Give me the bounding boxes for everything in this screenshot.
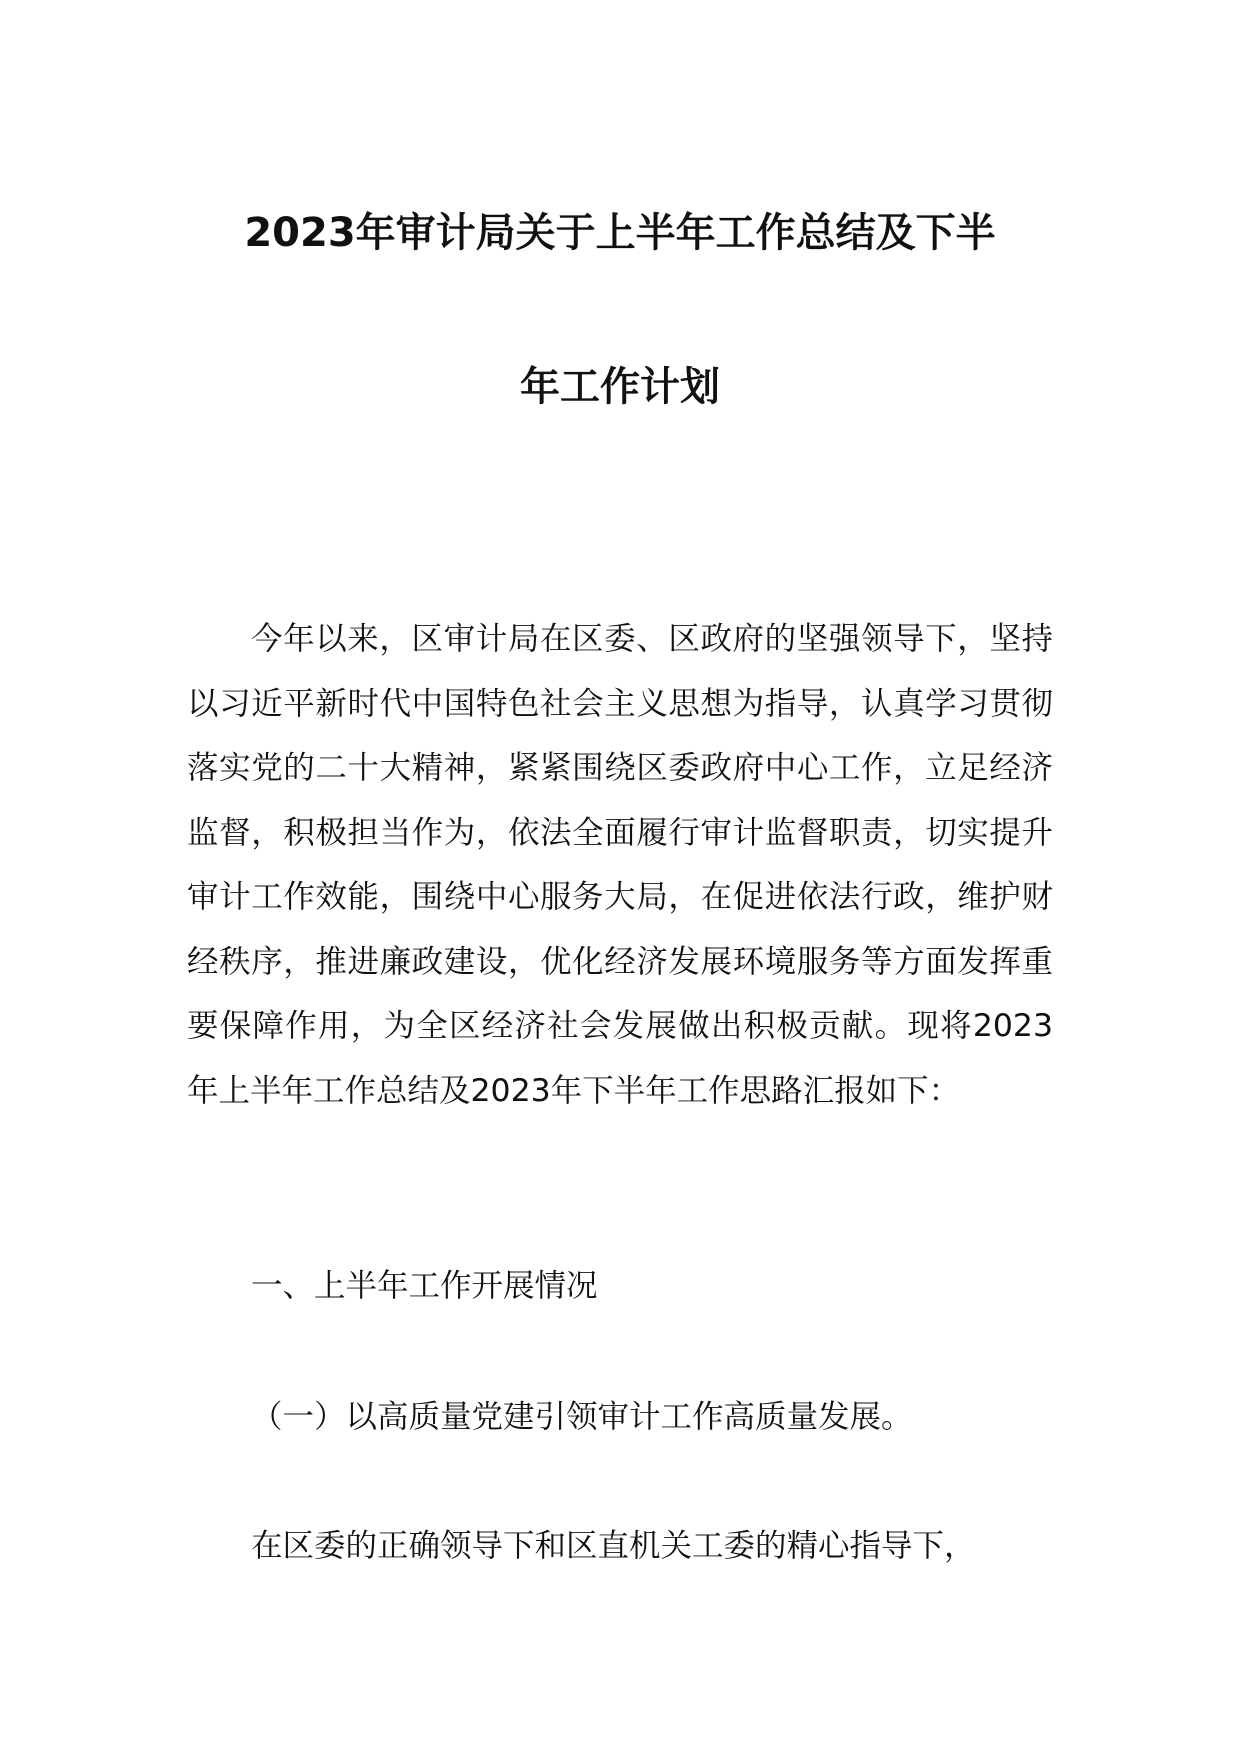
intro-paragraph: 今年以来，区审计局在区委、区政府的坚强领导下，坚持以习近平新时代中国特色社会主义思想为指导，认真学习贯彻落实党的二十大精神，紧紧围绕区委政府中心工作，立足经济监督，积极担当作为，依法全面履行审计监督职责，切实提升审计工作效能，围绕中心服务大局，在促进依法行政，维护财经秩序，推进廉政建设，优化经济发展环境服务等方面发挥重要保障作用，为全区经济社会发展做出积极贡献。现将2023年上半年工作总结及2023年下半年工作思路汇报如下： [187,621,1053,1109]
document-title-line-2: 年工作计划 [520,364,720,410]
document-title-line-1: 2023年审计局关于上半年工作总结及下半 [244,210,996,256]
subsection-heading: （一）以高质量党建引领审计工作高质量发展。 [251,1399,913,1435]
section-heading: 一、上半年工作开展情况 [251,1268,598,1304]
body-paragraph-start: 在区委的正确领导下和区直机关工委的精心指导下， [251,1528,976,1564]
